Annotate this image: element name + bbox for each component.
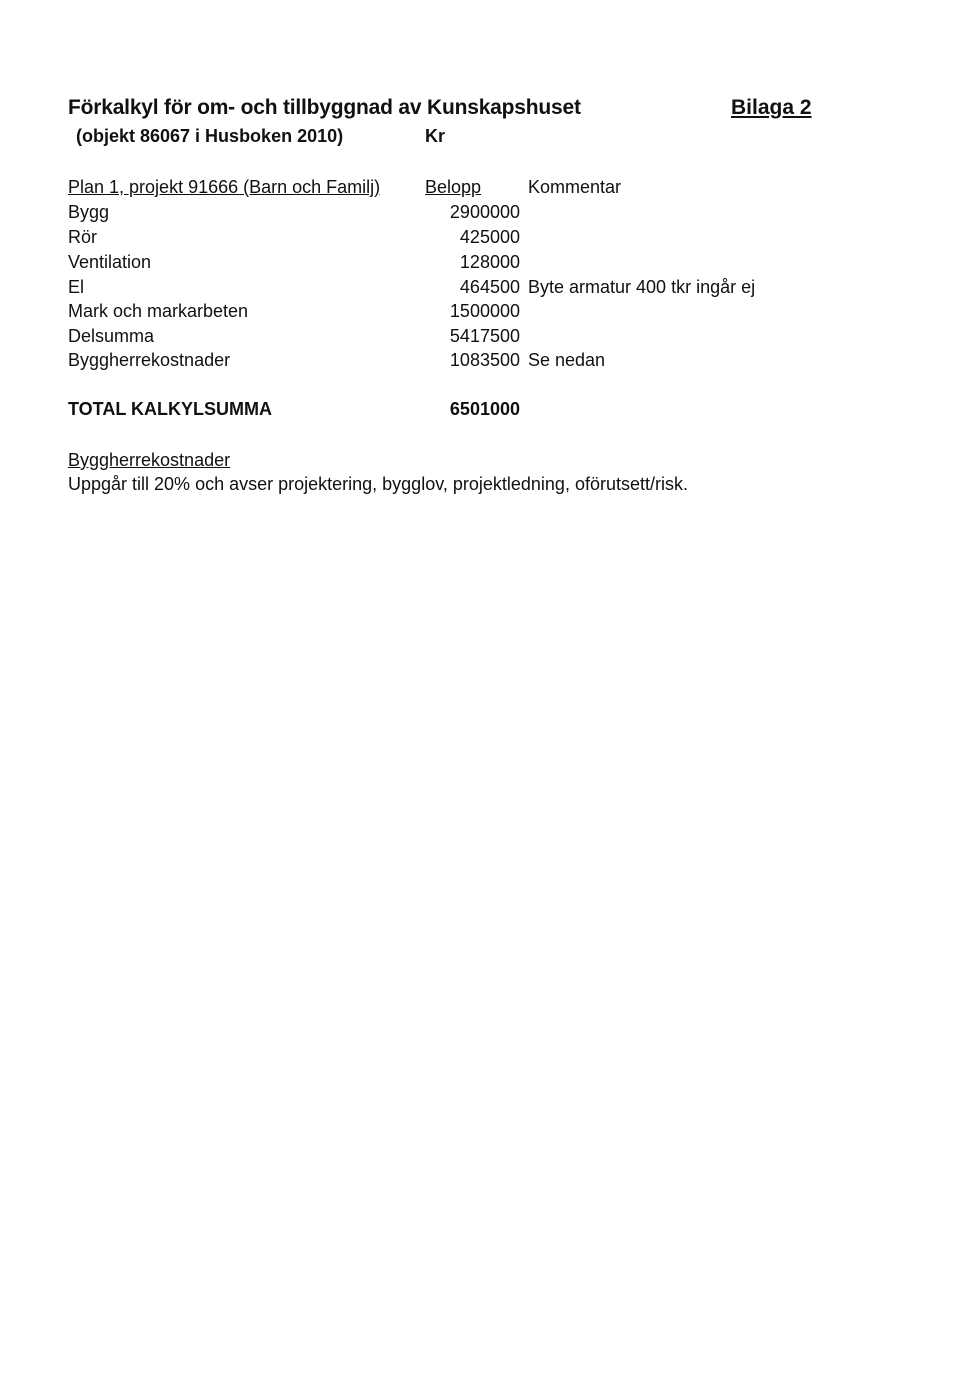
table-row xyxy=(0,350,960,374)
total-row xyxy=(0,399,960,423)
amount-column-header: Belopp xyxy=(425,177,482,197)
table-row xyxy=(0,202,960,226)
row-comment: Se nedan xyxy=(528,350,606,370)
row-amount: 425000 xyxy=(459,227,520,247)
note-text: Uppgår till 20% och avser projektering, bygglov, projektledning, oförutsett/risk. xyxy=(68,474,688,494)
table-row xyxy=(0,227,960,251)
note-title: Byggherrekostnader xyxy=(68,450,231,470)
document-subtitle: (objekt 86067 i Husboken 2010) xyxy=(76,126,344,146)
row-label: Bygg xyxy=(68,202,110,222)
row-amount: 5417500 xyxy=(449,326,520,346)
total-amount: 6501000 xyxy=(449,399,520,419)
row-amount: 1083500 xyxy=(449,350,520,370)
row-label: El xyxy=(68,277,85,297)
row-amount: 1500000 xyxy=(449,301,520,321)
table-header-row xyxy=(0,177,960,201)
appendix-label: Bilaga 2 xyxy=(731,96,812,119)
table-row xyxy=(0,301,960,325)
section-label: Plan 1, projekt 91666 (Barn och Familj) xyxy=(68,177,381,197)
row-amount: 2900000 xyxy=(449,202,520,222)
table-row xyxy=(0,252,960,276)
table-row xyxy=(0,277,960,301)
document-title: Förkalkyl för om- och tillbyggnad av Kunskapshuset xyxy=(68,96,581,119)
row-comment: Byte armatur 400 tkr ingår ej xyxy=(528,277,756,297)
row-amount: 128000 xyxy=(459,252,520,272)
currency-label: Kr xyxy=(425,126,446,146)
row-label: Byggherrekostnader xyxy=(68,350,231,370)
row-label: Delsumma xyxy=(68,326,155,346)
comment-column-header: Kommentar xyxy=(528,177,622,197)
row-label: Rör xyxy=(68,227,98,247)
row-label: Mark och markarbeten xyxy=(68,301,249,321)
row-label: Ventilation xyxy=(68,252,152,272)
total-label: TOTAL KALKYLSUMMA xyxy=(68,399,272,419)
table-row xyxy=(0,326,960,350)
row-amount: 464500 xyxy=(459,277,520,297)
